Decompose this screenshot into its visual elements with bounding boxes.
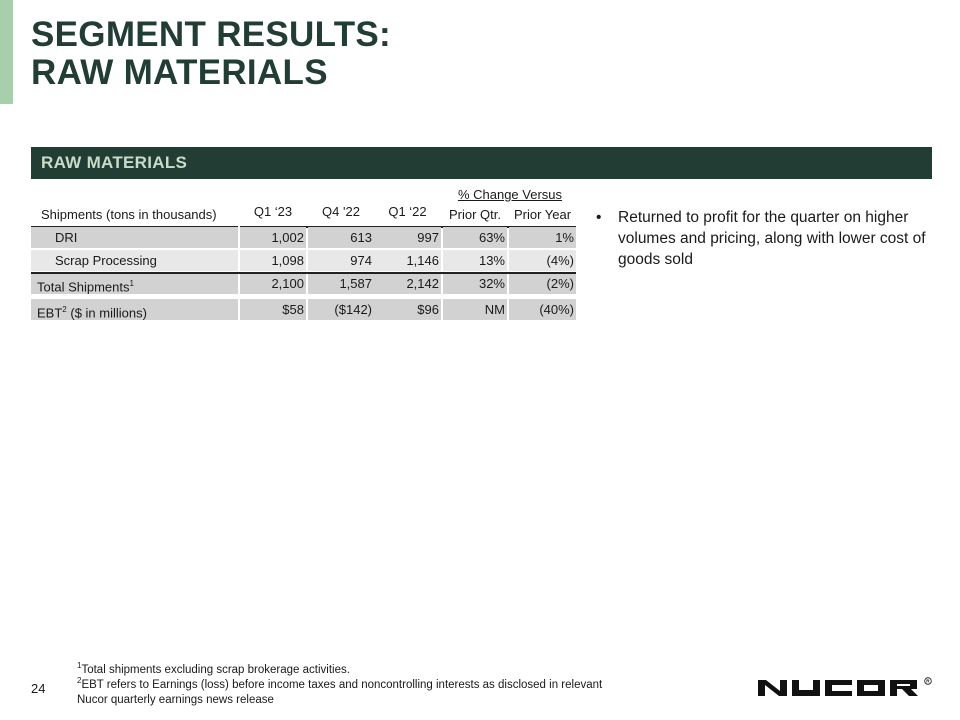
cell-value: 1% — [509, 227, 576, 248]
cell-value: 2,100 — [240, 273, 306, 294]
row-label — [31, 299, 238, 320]
cell-value: ($142) — [308, 299, 374, 320]
svg-text:R: R — [926, 678, 930, 684]
nucor-logo — [758, 677, 934, 699]
footnote-2 — [77, 678, 602, 693]
footnote-2-continued: Nucor quarterly earnings news release — [77, 694, 274, 706]
header-prior-year: Prior Year — [513, 207, 572, 222]
footnote-marker: 2 — [77, 676, 82, 686]
cell-value: (40%) — [509, 299, 576, 320]
header-prior-qtr: Prior Qtr. — [448, 207, 501, 222]
cell-value: 1,098 — [240, 250, 306, 271]
cell-value: 613 — [308, 227, 374, 248]
header-q1-22: Q1 ‘22 — [388, 204, 427, 219]
footnote-marker: 1 — [77, 661, 82, 671]
change-versus-header: % Change Versus — [457, 187, 563, 202]
section-header: RAW MATERIALS — [31, 147, 932, 179]
footnotes — [77, 663, 602, 708]
bullet-list — [596, 207, 932, 270]
cell-value: (4%) — [509, 250, 576, 271]
row-label: DRI — [31, 227, 238, 248]
bullet-icon: • — [596, 209, 602, 226]
ebt-label-suffix: ($ in millions) — [66, 305, 147, 321]
footnote-text: EBT refers to Earnings (loss) before income taxes and noncontrolling interests as disclosed in relevant — [81, 679, 603, 691]
cell-value: 974 — [308, 250, 374, 271]
footnote-ref: 2 — [62, 305, 67, 314]
cell-value: 1,146 — [374, 250, 441, 271]
shipments-table — [31, 204, 576, 322]
bullet-text: Returned to profit for the quarter on higher volumes and pricing, along with lower cost of goods sold — [618, 209, 926, 268]
table-row — [31, 250, 576, 273]
table-row — [31, 227, 576, 250]
cell-value: 1,587 — [308, 273, 374, 294]
page-number: 24 — [31, 681, 46, 696]
bullet-item — [596, 207, 932, 270]
cell-value: 63% — [443, 227, 507, 248]
total-label: Total Shipments — [37, 279, 130, 295]
cell-value: 997 — [374, 227, 441, 248]
cell-value: $96 — [374, 299, 441, 320]
cell-value: $58 — [240, 299, 306, 320]
footnote-ref: 1 — [129, 279, 134, 288]
cell-value: (2%) — [509, 273, 576, 294]
title-line-2: RAW MATERIALS — [31, 53, 328, 92]
cell-value: NM — [443, 299, 507, 320]
footnote-text: Total shipments excluding scrap brokerage activities. — [81, 664, 350, 676]
header-q1-23: Q1 ‘23 — [253, 204, 293, 219]
footnote-1 — [77, 663, 602, 678]
row-label — [31, 273, 238, 294]
table-row-ebt — [31, 299, 576, 322]
header-q4-22: Q4 '22 — [322, 204, 360, 219]
cell-value: 32% — [443, 273, 507, 294]
title-line-1: SEGMENT RESULTS: — [31, 15, 391, 54]
page-title — [31, 16, 391, 92]
cell-value: 2,142 — [374, 273, 441, 294]
ebt-label: EBT — [37, 305, 63, 321]
cell-value: 13% — [443, 250, 507, 271]
cell-value: 1,002 — [240, 227, 306, 248]
row-label: Scrap Processing — [31, 250, 238, 271]
table-header-row — [31, 204, 576, 227]
side-accent-bar — [0, 0, 13, 104]
table-row-total — [31, 273, 576, 296]
header-shipments: Shipments (tons in thousands) — [41, 207, 217, 222]
total-rule — [31, 272, 576, 274]
